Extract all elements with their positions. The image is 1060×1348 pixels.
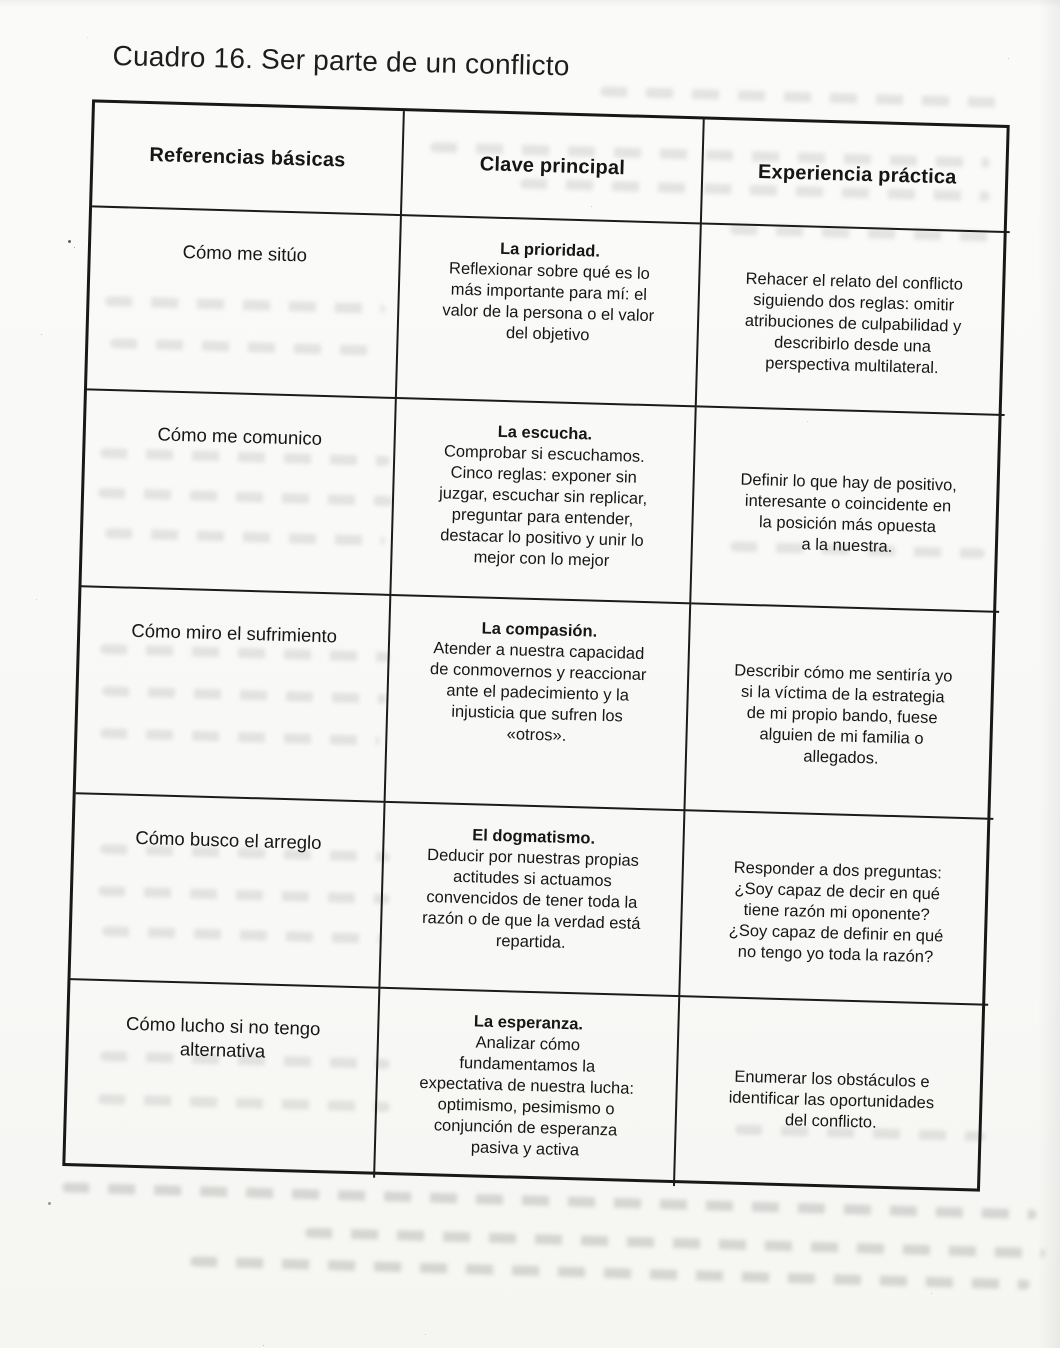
row-label-cell: Cómo busco el arreglo: [70, 794, 385, 989]
conflict-table: [62, 99, 1009, 1191]
column-header-experiencia-practica: Experiencia práctica: [702, 120, 1013, 234]
row-label-cell: Cómo miro el sufrimiento: [76, 587, 392, 803]
key-principle-body: Deducir por nuestras propias actitudes si actuamos convencidos de tener toda la razón o de que la verdad está repartida.: [421, 846, 641, 952]
bleedthrough-noise: [600, 86, 1000, 107]
row-label-cell: Cómo lucho si no tengo alternativa: [65, 980, 380, 1178]
scan-edge-shading-top: [0, 0, 1060, 8]
bleedthrough-noise: [190, 1256, 1030, 1289]
key-principle-title: La escucha.: [497, 422, 593, 444]
column-header-clave-principal: Clave principal: [402, 111, 705, 224]
practical-experience-cell: Enumerar los obstáculos e identificar las oportunidades del conflicto.: [728, 1067, 935, 1132]
key-principle-title: La compasión.: [481, 619, 598, 641]
practical-experience-cell: Rehacer el relato del conflicto siguiendo dos reglas: omitir atribuciones de culpabilidad y describirlo desde una perspectiva multilateral.: [697, 224, 1010, 416]
key-principle-cell: [391, 399, 696, 604]
key-principle-cell: [375, 989, 680, 1186]
scan-edge-shading-right: [1038, 0, 1060, 1348]
key-principle-title: La esperanza.: [473, 1012, 584, 1034]
key-principle-body: Comprobar si escuchamos. Cinco reglas: exponer sin juzgar, escuchar sin replicar, preguntar para entender, destacar lo positivo y unir lo mejor con lo mejor: [438, 442, 648, 571]
row-label-cell: Cómo me comunico: [81, 390, 396, 596]
key-principle-cell: [397, 216, 702, 407]
practical-experience-cell: Responder a dos preguntas: ¿Soy capaz de decir en qué tiene razón mi oponente? ¿Soy capaz de definir en qué no tengo yo toda la razón?: [680, 811, 993, 1006]
key-principle-title: El dogmatismo.: [471, 826, 596, 848]
key-principle-title: La prioridad.: [499, 239, 601, 261]
practical-experience-cell: Describir cómo me sentiría yo si la víctima de la estrategia de mi propio bando, fuese alguien de mi familia o allegados.: [685, 604, 999, 820]
row-label-cell: Cómo me sitúo: [87, 207, 402, 399]
key-principle-body: Reflexionar sobre qué es lo más importante para mí: el valor de la persona o el valor del objetivo: [442, 259, 655, 345]
key-principle-body: Atender a nuestra capacidad de conmovernos y reaccionar ante el padecimiento y la injusticia que sufren los «otros».: [429, 639, 647, 745]
practical-experience-cell: Definir lo que hay de positivo, interesante o coincidente en la posición más opuesta a la nuestra.: [691, 407, 1004, 613]
key-principle-cell: [386, 596, 692, 811]
key-principle-body: Analizar cómo fundamentamos la expectativa de nuestra lucha: optimismo, pesimismo o conjunción de esperanza pasiva y activa: [419, 1033, 635, 1160]
table-caption: Cuadro 16. Ser parte de un conflicto: [112, 40, 570, 82]
key-principle-cell: [380, 803, 685, 997]
column-header-referencias-basicas: Referencias básicas: [92, 102, 405, 216]
bleedthrough-noise: [305, 1228, 1045, 1259]
